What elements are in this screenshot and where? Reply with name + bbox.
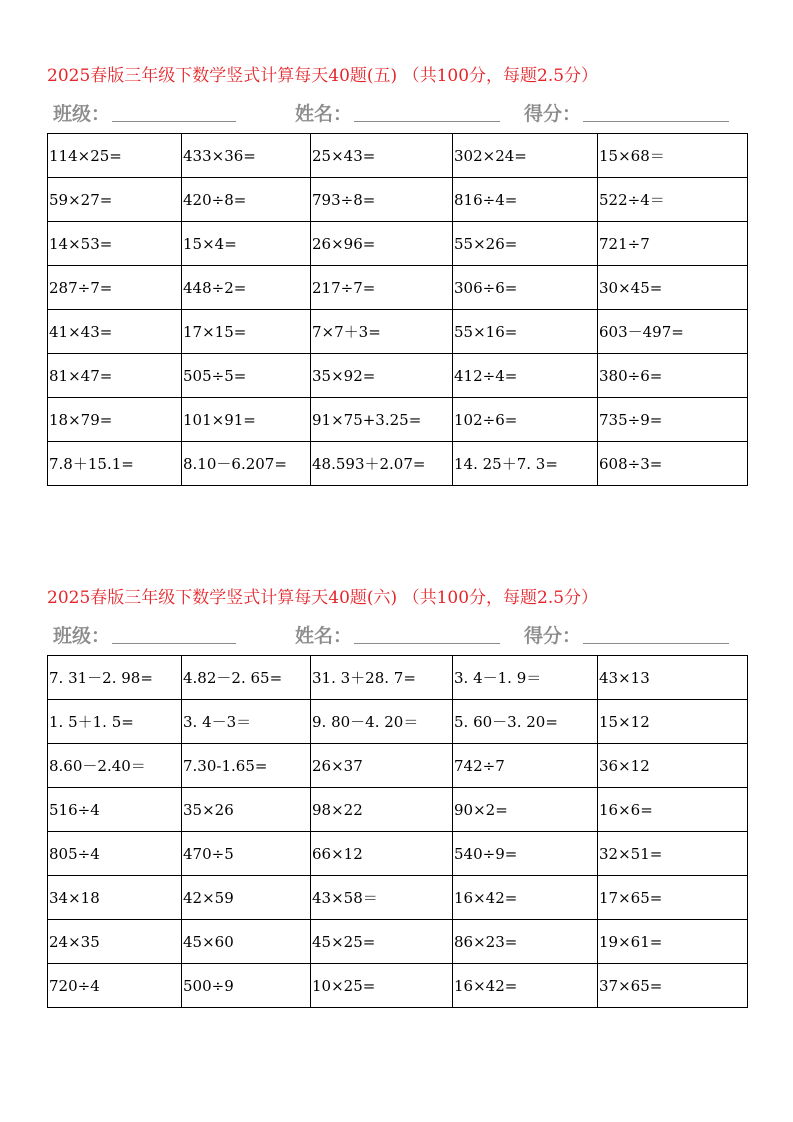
problem-cell[interactable]: 16×42= xyxy=(453,964,598,1008)
table-row xyxy=(48,354,748,398)
class-field[interactable] xyxy=(53,621,236,648)
problem-cell[interactable]: 66×12 xyxy=(311,832,453,876)
problem-cell[interactable]: 306÷6= xyxy=(453,266,598,310)
problem-cell[interactable]: 720÷4 xyxy=(48,964,182,1008)
problem-cell[interactable]: 55×16= xyxy=(453,310,598,354)
table-row xyxy=(48,920,748,964)
problem-cell[interactable]: 30×45= xyxy=(598,266,748,310)
problem-cell[interactable]: 14×53= xyxy=(48,222,182,266)
problem-cell[interactable]: 25×43= xyxy=(311,134,453,178)
problem-cell[interactable]: 31. 3＋28. 7= xyxy=(311,656,453,700)
problem-cell[interactable]: 302×24= xyxy=(453,134,598,178)
problem-cell[interactable]: 43×13 xyxy=(598,656,748,700)
table-row xyxy=(48,442,748,486)
table-row xyxy=(48,744,748,788)
table-row xyxy=(48,266,748,310)
problem-cell[interactable]: 59×27= xyxy=(48,178,182,222)
problem-cell[interactable]: 17×65= xyxy=(598,876,748,920)
problem-cell[interactable]: 500÷9 xyxy=(182,964,311,1008)
problem-cell[interactable]: 7×7＋3= xyxy=(311,310,453,354)
problem-cell[interactable]: 35×92= xyxy=(311,354,453,398)
score-field[interactable] xyxy=(524,99,729,126)
problem-cell[interactable]: 10×25= xyxy=(311,964,453,1008)
class-blank[interactable] xyxy=(112,621,236,644)
problem-cell[interactable]: 24×35 xyxy=(48,920,182,964)
table-row xyxy=(48,310,748,354)
table-row xyxy=(48,222,748,266)
class-label: 班级： xyxy=(53,625,111,647)
problem-cell[interactable]: 15×68＝ xyxy=(598,134,748,178)
problem-cell[interactable]: 603－497= xyxy=(598,310,748,354)
score-blank[interactable] xyxy=(583,99,729,122)
name-blank[interactable] xyxy=(354,621,500,644)
problem-cell[interactable]: 448÷2= xyxy=(182,266,311,310)
problem-cell[interactable]: 15×4= xyxy=(182,222,311,266)
problem-cell[interactable]: 793÷8= xyxy=(311,178,453,222)
problem-cell[interactable]: 3. 4－1. 9＝ xyxy=(453,656,598,700)
problem-cell[interactable]: 98×22 xyxy=(311,788,453,832)
problem-cell[interactable]: 3. 4－3＝ xyxy=(182,700,311,744)
table-row xyxy=(48,964,748,1008)
problem-cell[interactable]: 735÷9= xyxy=(598,398,748,442)
name-blank[interactable] xyxy=(354,99,500,122)
problem-cell[interactable]: 17×15= xyxy=(182,310,311,354)
problem-cell[interactable]: 101×91= xyxy=(182,398,311,442)
section-title: 2025春版三年级下数学竖式计算每天40题(五) （共100分，每题2.5分） xyxy=(47,66,599,86)
problem-cell[interactable]: 1. 5＋1. 5= xyxy=(48,700,182,744)
score-blank[interactable] xyxy=(583,621,729,644)
score-label: 得分： xyxy=(524,103,582,125)
problem-cell[interactable]: 35×26 xyxy=(182,788,311,832)
problem-cell[interactable]: 42×59 xyxy=(182,876,311,920)
problem-cell[interactable]: 7.30-1.65= xyxy=(182,744,311,788)
problem-cell[interactable]: 16×6= xyxy=(598,788,748,832)
problem-cell[interactable]: 7. 31－2. 98= xyxy=(48,656,182,700)
table-row xyxy=(48,700,748,744)
problem-cell[interactable]: 36×12 xyxy=(598,744,748,788)
problem-cell[interactable]: 412÷4= xyxy=(453,354,598,398)
problem-cell[interactable]: 217÷7= xyxy=(311,266,453,310)
problem-table xyxy=(47,655,748,1008)
problem-table xyxy=(47,133,748,486)
section-title: 2025春版三年级下数学竖式计算每天40题(六) （共100分，每题2.5分） xyxy=(47,588,599,608)
problem-cell[interactable]: 805÷4 xyxy=(48,832,182,876)
table-row xyxy=(48,178,748,222)
score-field[interactable] xyxy=(524,621,729,648)
problem-cell[interactable]: 32×51= xyxy=(598,832,748,876)
problem-cell[interactable]: 380÷6= xyxy=(598,354,748,398)
class-label: 班级： xyxy=(53,103,111,125)
problem-cell[interactable]: 43×58＝ xyxy=(311,876,453,920)
student-info-row xyxy=(53,99,753,129)
problem-cell[interactable]: 45×25= xyxy=(311,920,453,964)
problem-cell[interactable]: 433×36= xyxy=(182,134,311,178)
score-label: 得分： xyxy=(524,625,582,647)
table-row xyxy=(48,876,748,920)
problem-cell[interactable]: 37×65= xyxy=(598,964,748,1008)
problem-cell[interactable]: 81×47= xyxy=(48,354,182,398)
problem-cell[interactable]: 721÷7 xyxy=(598,222,748,266)
problem-cell[interactable]: 8.10－6.207= xyxy=(182,442,311,486)
problem-cell[interactable]: 34×18 xyxy=(48,876,182,920)
problem-cell[interactable]: 102÷6= xyxy=(453,398,598,442)
problem-cell[interactable]: 114×25= xyxy=(48,134,182,178)
problem-cell[interactable]: 41×43= xyxy=(48,310,182,354)
problem-cell[interactable]: 7.8＋15.1= xyxy=(48,442,182,486)
problem-cell[interactable]: 14. 25＋7. 3= xyxy=(453,442,598,486)
problem-cell[interactable]: 18×79= xyxy=(48,398,182,442)
name-label: 姓名： xyxy=(295,103,353,125)
problem-cell[interactable]: 26×96= xyxy=(311,222,453,266)
problem-cell[interactable]: 8.60－2.40＝ xyxy=(48,744,182,788)
table-row xyxy=(48,656,748,700)
problem-cell[interactable]: 420÷8= xyxy=(182,178,311,222)
problem-cell[interactable]: 5. 60－3. 20= xyxy=(453,700,598,744)
name-label: 姓名： xyxy=(295,625,353,647)
problem-cell[interactable]: 15×12 xyxy=(598,700,748,744)
table-row xyxy=(48,134,748,178)
table-row xyxy=(48,832,748,876)
problem-cell[interactable]: 516÷4 xyxy=(48,788,182,832)
class-field[interactable] xyxy=(53,99,236,126)
problem-cell[interactable]: 742÷7 xyxy=(453,744,598,788)
student-info-row xyxy=(53,621,753,651)
problem-cell[interactable]: 48.593＋2.07= xyxy=(311,442,453,486)
problem-cell[interactable]: 90×2= xyxy=(453,788,598,832)
problem-cell[interactable]: 45×60 xyxy=(182,920,311,964)
problem-cell[interactable]: 55×26= xyxy=(453,222,598,266)
problem-cell[interactable]: 9. 80－4. 20＝ xyxy=(311,700,453,744)
problem-cell[interactable]: 4.82－2. 65= xyxy=(182,656,311,700)
problem-cell[interactable]: 608÷3= xyxy=(598,442,748,486)
problem-cell[interactable]: 287÷7= xyxy=(48,266,182,310)
problem-cell[interactable]: 86×23= xyxy=(453,920,598,964)
table-row xyxy=(48,398,748,442)
problem-cell[interactable]: 16×42= xyxy=(453,876,598,920)
problem-cell[interactable]: 522÷4＝ xyxy=(598,178,748,222)
problem-cell[interactable]: 505÷5= xyxy=(182,354,311,398)
problem-cell[interactable]: 540÷9= xyxy=(453,832,598,876)
problem-cell[interactable]: 470÷5 xyxy=(182,832,311,876)
class-blank[interactable] xyxy=(112,99,236,122)
problem-cell[interactable]: 19×61= xyxy=(598,920,748,964)
table-row xyxy=(48,788,748,832)
problem-cell[interactable]: 91×75+3.25= xyxy=(311,398,453,442)
problem-cell[interactable]: 816÷4= xyxy=(453,178,598,222)
name-field[interactable] xyxy=(295,621,500,648)
problem-cell[interactable]: 26×37 xyxy=(311,744,453,788)
name-field[interactable] xyxy=(295,99,500,126)
